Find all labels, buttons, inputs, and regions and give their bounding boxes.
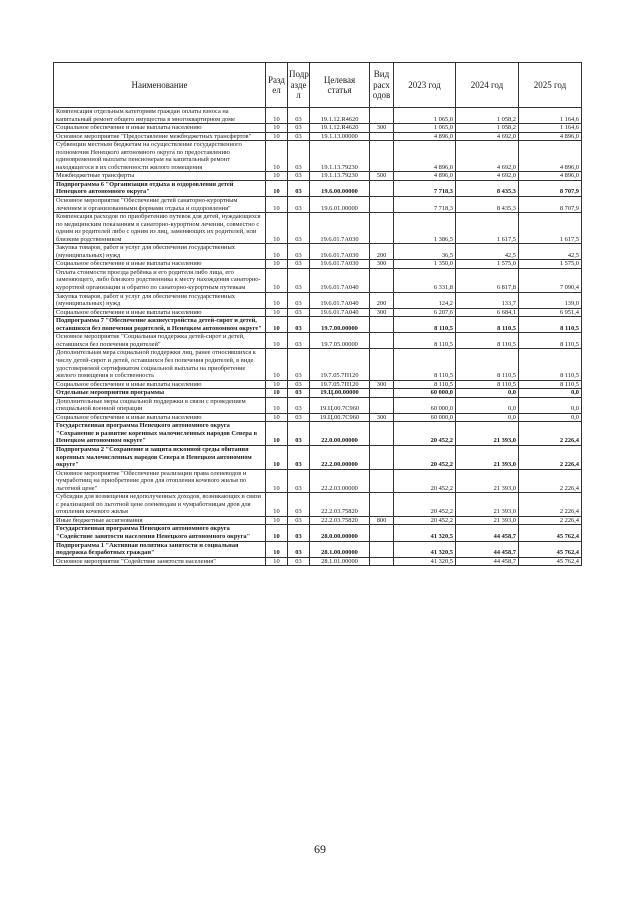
- cell-expense-type: [370, 108, 394, 124]
- cell-podrazdel: 03: [288, 172, 310, 181]
- cell-razdel: 10: [266, 380, 288, 389]
- cell-expense-type: [370, 141, 394, 172]
- table-row: [54, 172, 582, 181]
- cell-2024: 44 458,7: [456, 525, 519, 541]
- cell-2023: 20 452,2: [394, 516, 456, 525]
- table-body: [54, 108, 582, 566]
- cell-target-article: 19.1.13.00000: [310, 132, 370, 141]
- cell-name: Закупка товаров, работ и услуг для обеспечения государственных (муниципальных) нужд: [54, 244, 266, 260]
- cell-2024: 6 684,1: [456, 308, 519, 317]
- cell-razdel: 10: [266, 308, 288, 317]
- cell-expense-type: 300: [370, 413, 394, 422]
- cell-2025: 2 226,4: [519, 445, 582, 469]
- cell-2025: 0,0: [519, 413, 582, 422]
- cell-2024: 8 110,5: [456, 380, 519, 389]
- cell-podrazdel: 03: [288, 380, 310, 389]
- cell-expense-type: [370, 541, 394, 557]
- cell-2023: 20 452,2: [394, 445, 456, 469]
- table-row: [54, 445, 582, 469]
- cell-razdel: 10: [266, 213, 288, 244]
- cell-2024: 21 393,0: [456, 516, 519, 525]
- cell-2024: 21 393,0: [456, 493, 519, 517]
- cell-2025: 1 575,0: [519, 260, 582, 269]
- cell-2024: 8 435,3: [456, 197, 519, 213]
- cell-2023: 60 000,0: [394, 413, 456, 422]
- cell-podrazdel: 03: [288, 292, 310, 308]
- cell-2024: 8 435,3: [456, 180, 519, 196]
- cell-2023: 41 320,5: [394, 557, 456, 566]
- cell-2025: 8 110,5: [519, 317, 582, 333]
- cell-name: Социальное обеспечение и иные выплаты населению: [54, 413, 266, 422]
- cell-expense-type: [370, 525, 394, 541]
- page-number: 69: [314, 842, 326, 856]
- cell-2025: 4 896,0: [519, 132, 582, 141]
- cell-2023: 8 110,5: [394, 380, 456, 389]
- header-expense-type: Вид расх одов: [370, 63, 394, 108]
- cell-podrazdel: 03: [288, 516, 310, 525]
- cell-expense-type: [370, 213, 394, 244]
- cell-2023: 1 386,5: [394, 213, 456, 244]
- cell-2024: 21 393,0: [456, 445, 519, 469]
- cell-target-article: 19.Ц.00.00000: [310, 389, 370, 398]
- cell-2024: 4 692,0: [456, 172, 519, 181]
- cell-2025: 2 226,4: [519, 422, 582, 446]
- cell-razdel: 10: [266, 108, 288, 124]
- cell-razdel: 10: [266, 197, 288, 213]
- cell-2024: 42,5: [456, 244, 519, 260]
- cell-razdel: 10: [266, 292, 288, 308]
- table-row: [54, 292, 582, 308]
- cell-podrazdel: 03: [288, 422, 310, 446]
- cell-target-article: 19.7.00.00000: [310, 317, 370, 333]
- cell-target-article: 19.6.01.7А030: [310, 244, 370, 260]
- table-row: [54, 380, 582, 389]
- table-row: [54, 422, 582, 446]
- cell-name: Межбюджетные трансферты: [54, 172, 266, 181]
- cell-2024: 1 617,5: [456, 213, 519, 244]
- cell-expense-type: [370, 317, 394, 333]
- cell-2024: 4 692,0: [456, 141, 519, 172]
- cell-2023: 60 000,0: [394, 389, 456, 398]
- cell-target-article: 19.Ц.00.7С960: [310, 397, 370, 413]
- cell-2023: 7 718,3: [394, 180, 456, 196]
- cell-target-article: 19.6.01.7А040: [310, 268, 370, 292]
- cell-2025: 8 110,5: [519, 333, 582, 349]
- cell-podrazdel: 03: [288, 413, 310, 422]
- cell-2025: 1 164,6: [519, 108, 582, 124]
- header-razdel: Разд ел: [266, 63, 288, 108]
- cell-2025: 1 164,6: [519, 124, 582, 133]
- cell-podrazdel: 03: [288, 541, 310, 557]
- cell-2023: 41 320,5: [394, 525, 456, 541]
- cell-expense-type: [370, 132, 394, 141]
- cell-target-article: 22.2.00.00000: [310, 445, 370, 469]
- cell-2023: 1 065,0: [394, 108, 456, 124]
- cell-target-article: 19.6.01.7А040: [310, 308, 370, 317]
- table-row: [54, 413, 582, 422]
- cell-2023: 8 110,5: [394, 317, 456, 333]
- cell-razdel: 10: [266, 541, 288, 557]
- header-target-article: Целевая статья: [310, 63, 370, 108]
- cell-2023: 8 110,5: [394, 333, 456, 349]
- header-2025: 2025 год: [519, 63, 582, 108]
- cell-2025: 2 226,4: [519, 469, 582, 493]
- cell-name: Оплата стоимости проезда ребёнка и его родителя либо лица, его заменяющего, либо близкого родственника к месту нахождения санаторно-курортной организации и обратно по санаторно-курортным путевкам: [54, 268, 266, 292]
- cell-2023: 20 452,2: [394, 493, 456, 517]
- cell-expense-type: 800: [370, 516, 394, 525]
- cell-podrazdel: 03: [288, 141, 310, 172]
- cell-razdel: 10: [266, 268, 288, 292]
- cell-2024: 1 058,2: [456, 108, 519, 124]
- cell-target-article: 19.6.00.00000: [310, 180, 370, 196]
- cell-name: Государственная программа Ненецкого автономного округа "Сохранение и развитие коренных малочисленных народов Севера в Ненецком автономном округе": [54, 422, 266, 446]
- cell-2025: 45 762,4: [519, 541, 582, 557]
- cell-razdel: 10: [266, 172, 288, 181]
- cell-expense-type: 200: [370, 292, 394, 308]
- cell-target-article: 19.6.01.7А030: [310, 260, 370, 269]
- cell-name: Государственная программа Ненецкого автономного округа "Содействие занятости населения Ненецкого автономного округа": [54, 525, 266, 541]
- table-row: [54, 349, 582, 380]
- cell-2025: 0,0: [519, 397, 582, 413]
- cell-2023: 4 896,0: [394, 141, 456, 172]
- cell-razdel: 10: [266, 557, 288, 566]
- cell-2025: 7 090,4: [519, 268, 582, 292]
- cell-podrazdel: 03: [288, 132, 310, 141]
- cell-2024: 1 575,0: [456, 260, 519, 269]
- cell-2024: 1 058,2: [456, 124, 519, 133]
- cell-2024: 8 110,5: [456, 317, 519, 333]
- cell-razdel: 10: [266, 469, 288, 493]
- cell-target-article: 28.1.01.00000: [310, 557, 370, 566]
- cell-name: Компенсация отдельным категориям граждан оплаты взноса на капитальный ремонт общего имущества в многоквартирном доме: [54, 108, 266, 124]
- cell-expense-type: [370, 268, 394, 292]
- cell-podrazdel: 03: [288, 349, 310, 380]
- cell-razdel: 10: [266, 493, 288, 517]
- cell-podrazdel: 03: [288, 333, 310, 349]
- cell-name: Социальное обеспечение и иные выплаты населению: [54, 308, 266, 317]
- table-row: [54, 141, 582, 172]
- cell-2023: 124,2: [394, 292, 456, 308]
- cell-target-article: 28.0.00.00000: [310, 525, 370, 541]
- cell-expense-type: [370, 180, 394, 196]
- table-row: [54, 541, 582, 557]
- cell-target-article: 19.1.12.R4620: [310, 124, 370, 133]
- cell-2024: 21 393,0: [456, 469, 519, 493]
- cell-podrazdel: 03: [288, 213, 310, 244]
- cell-razdel: 10: [266, 516, 288, 525]
- cell-expense-type: 300: [370, 260, 394, 269]
- table-row: [54, 317, 582, 333]
- cell-2023: 6 207,6: [394, 308, 456, 317]
- table-row: [54, 132, 582, 141]
- cell-expense-type: [370, 397, 394, 413]
- cell-2025: 45 762,4: [519, 557, 582, 566]
- header-name: Наименование: [54, 63, 266, 108]
- table-row: [54, 389, 582, 398]
- cell-2024: 133,7: [456, 292, 519, 308]
- cell-name: Основное мероприятие "Содействие занятости населения": [54, 557, 266, 566]
- table-row: [54, 525, 582, 541]
- cell-name: Основное мероприятие "Социальная поддержка детей-сирот и детей, оставшихся без попечения родителей": [54, 333, 266, 349]
- cell-podrazdel: 03: [288, 124, 310, 133]
- cell-expense-type: 300: [370, 308, 394, 317]
- cell-2025: 4 896,0: [519, 172, 582, 181]
- cell-2025: 6 951,4: [519, 308, 582, 317]
- cell-podrazdel: 03: [288, 180, 310, 196]
- cell-2025: 8 110,5: [519, 380, 582, 389]
- cell-2023: 1 350,0: [394, 260, 456, 269]
- table-row: [54, 244, 582, 260]
- cell-2025: 2 226,4: [519, 516, 582, 525]
- table-row: [54, 124, 582, 133]
- cell-expense-type: 200: [370, 244, 394, 260]
- cell-podrazdel: 03: [288, 268, 310, 292]
- cell-podrazdel: 03: [288, 308, 310, 317]
- cell-2024: 6 817,8: [456, 268, 519, 292]
- cell-2023: 20 452,2: [394, 422, 456, 446]
- cell-podrazdel: 03: [288, 469, 310, 493]
- cell-2025: 2 226,4: [519, 493, 582, 517]
- cell-target-article: 19.Ц.00.7С960: [310, 413, 370, 422]
- cell-name: Основное мероприятие "Предоставление межбюджетных трансфертов": [54, 132, 266, 141]
- cell-2025: 139,0: [519, 292, 582, 308]
- cell-2025: 1 617,5: [519, 213, 582, 244]
- cell-name: Компенсация расходов по приобретению путевок для детей, нуждающихся по медицинским показаниям в санаторно-курортном лечении, совместно с одним из родителей либо с одним из лиц, заменяющих их родителей, или близким родственником: [54, 213, 266, 244]
- document-page: [53, 62, 581, 566]
- cell-name: Отдельные мероприятия программы: [54, 389, 266, 398]
- cell-razdel: 10: [266, 333, 288, 349]
- cell-2023: 8 110,5: [394, 349, 456, 380]
- cell-target-article: 22.0.00.00000: [310, 422, 370, 446]
- cell-target-article: 19.1.13.79230: [310, 141, 370, 172]
- cell-razdel: 10: [266, 141, 288, 172]
- cell-2023: 7 718,3: [394, 197, 456, 213]
- cell-name: Основное мероприятие "Обеспечение реализации права оленеводов и чумработниц на приобретение дров для отопления кочевого жилья по льготной цене": [54, 469, 266, 493]
- cell-name: Подпрограмма 2 "Сохранение и защита исконной среды обитания коренных малочисленных народов Севера в Ненецком автономном округе": [54, 445, 266, 469]
- cell-expense-type: [370, 469, 394, 493]
- cell-podrazdel: 03: [288, 317, 310, 333]
- cell-name: Иные бюджетные ассигнования: [54, 516, 266, 525]
- table-row: [54, 180, 582, 196]
- cell-2024: 8 110,5: [456, 333, 519, 349]
- cell-target-article: 19.7.05.00000: [310, 333, 370, 349]
- cell-target-article: 19.7.05.7П120: [310, 380, 370, 389]
- table-row: [54, 213, 582, 244]
- table-row: [54, 308, 582, 317]
- table-row: [54, 469, 582, 493]
- cell-podrazdel: 03: [288, 525, 310, 541]
- cell-expense-type: [370, 349, 394, 380]
- cell-2023: 4 896,0: [394, 172, 456, 181]
- cell-target-article: 22.2.03.75820: [310, 493, 370, 517]
- table-row: [54, 516, 582, 525]
- cell-2024: 0,0: [456, 397, 519, 413]
- cell-2024: 8 110,5: [456, 349, 519, 380]
- table-row: [54, 397, 582, 413]
- cell-expense-type: [370, 333, 394, 349]
- cell-name: Субвенции местным бюджетам на осуществление государственного полномочия Ненецкого автономного округа по предоставлению единовременной выплаты пенсионерам на капитальный ремонт находящегося в их собственности жилого помещения: [54, 141, 266, 172]
- cell-razdel: 10: [266, 445, 288, 469]
- cell-expense-type: 300: [370, 124, 394, 133]
- cell-razdel: 10: [266, 389, 288, 398]
- cell-2025: 45 762,4: [519, 525, 582, 541]
- cell-razdel: 10: [266, 124, 288, 133]
- cell-2023: 4 896,0: [394, 132, 456, 141]
- cell-expense-type: [370, 389, 394, 398]
- cell-name: Подпрограмма 1 "Активная политика занятости и социальная поддержка безработных граждан": [54, 541, 266, 557]
- cell-name: Подпрограмма 7 "Обеспечение жизнеустройства детей-сирот и детей, оставшихся без попечения родителей, в Ненецком автономном округе": [54, 317, 266, 333]
- cell-target-article: 19.6.01.7А030: [310, 213, 370, 244]
- cell-razdel: 10: [266, 180, 288, 196]
- header-podrazdel: Подр азде л: [288, 63, 310, 108]
- cell-2024: 0,0: [456, 413, 519, 422]
- cell-target-article: 19.6.01.00000: [310, 197, 370, 213]
- cell-2023: 60 000,0: [394, 397, 456, 413]
- cell-target-article: 19.7.05.7П120: [310, 349, 370, 380]
- cell-target-article: 19.1.12.R4620: [310, 108, 370, 124]
- cell-expense-type: [370, 493, 394, 517]
- budget-table: [53, 62, 582, 566]
- cell-2025: 8 707,9: [519, 197, 582, 213]
- cell-target-article: 22.2.03.00000: [310, 469, 370, 493]
- cell-name: Закупка товаров, работ и услуг для обеспечения государственных (муниципальных) нужд: [54, 292, 266, 308]
- cell-razdel: 10: [266, 422, 288, 446]
- cell-podrazdel: 03: [288, 260, 310, 269]
- cell-2025: 0,0: [519, 389, 582, 398]
- cell-2023: 20 452,2: [394, 469, 456, 493]
- cell-name: Основное мероприятие "Обеспечение детей санаторно-курортным лечением и организованными формами отдыха и оздоровления": [54, 197, 266, 213]
- cell-razdel: 10: [266, 349, 288, 380]
- cell-2023: 36,5: [394, 244, 456, 260]
- cell-razdel: 10: [266, 413, 288, 422]
- cell-name: Субсидии для возмещения недополученных доходов, возникающих в связи с реализацией по льготной цене оленеводам и чумработницам дров для отопления кочевого жилья: [54, 493, 266, 517]
- cell-podrazdel: 03: [288, 445, 310, 469]
- cell-podrazdel: 03: [288, 557, 310, 566]
- table-row: [54, 333, 582, 349]
- table-row: [54, 557, 582, 566]
- cell-2025: 8 707,9: [519, 180, 582, 196]
- cell-podrazdel: 03: [288, 108, 310, 124]
- table-header-row: [54, 63, 582, 108]
- cell-2024: 0,0: [456, 389, 519, 398]
- table-row: [54, 268, 582, 292]
- cell-2023: 41 320,5: [394, 541, 456, 557]
- cell-name: Социальное обеспечение и иные выплаты населению: [54, 260, 266, 269]
- cell-razdel: 10: [266, 260, 288, 269]
- cell-2025: 8 110,5: [519, 349, 582, 380]
- cell-expense-type: [370, 197, 394, 213]
- cell-razdel: 10: [266, 525, 288, 541]
- cell-2024: 21 393,0: [456, 422, 519, 446]
- cell-name: Социальное обеспечение и иные выплаты населению: [54, 380, 266, 389]
- table-row: [54, 260, 582, 269]
- cell-2023: 1 065,0: [394, 124, 456, 133]
- cell-2025: 42,5: [519, 244, 582, 260]
- cell-razdel: 10: [266, 244, 288, 260]
- cell-2024: 44 458,7: [456, 541, 519, 557]
- cell-name: Дополнительные меры социальной поддержки в связи с проведением специальной военной операции: [54, 397, 266, 413]
- cell-expense-type: 500: [370, 172, 394, 181]
- table-row: [54, 197, 582, 213]
- cell-podrazdel: 03: [288, 244, 310, 260]
- cell-target-article: 22.2.03.75820: [310, 516, 370, 525]
- cell-target-article: 19.1.13.79230: [310, 172, 370, 181]
- cell-podrazdel: 03: [288, 493, 310, 517]
- cell-razdel: 10: [266, 397, 288, 413]
- cell-expense-type: [370, 557, 394, 566]
- table-row: [54, 108, 582, 124]
- cell-podrazdel: 03: [288, 197, 310, 213]
- table-row: [54, 493, 582, 517]
- cell-name: Подпрограмма 6 "Организация отдыха и оздоровления детей Ненецкого автономного округа": [54, 180, 266, 196]
- cell-razdel: 10: [266, 132, 288, 141]
- cell-expense-type: 300: [370, 380, 394, 389]
- header-2023: 2023 год: [394, 63, 456, 108]
- cell-podrazdel: 03: [288, 389, 310, 398]
- cell-razdel: 10: [266, 317, 288, 333]
- cell-2024: 44 458,7: [456, 557, 519, 566]
- header-2024: 2024 год: [456, 63, 519, 108]
- cell-target-article: 19.6.01.7А040: [310, 292, 370, 308]
- cell-expense-type: [370, 422, 394, 446]
- cell-2023: 6 331,8: [394, 268, 456, 292]
- cell-target-article: 28.1.00.00000: [310, 541, 370, 557]
- cell-expense-type: [370, 445, 394, 469]
- cell-name: Социальное обеспечение и иные выплаты населению: [54, 124, 266, 133]
- cell-podrazdel: 03: [288, 397, 310, 413]
- cell-name: Дополнительная мера социальной поддержки лиц, ранее относившихся к числу детей-сирот и детей, оставшихся без попечения родителей, в виде удостоверяемой сертификатом социальной выплаты на приобретение жилого помещения в собственность: [54, 349, 266, 380]
- cell-2024: 4 692,0: [456, 132, 519, 141]
- cell-2025: 4 896,0: [519, 141, 582, 172]
